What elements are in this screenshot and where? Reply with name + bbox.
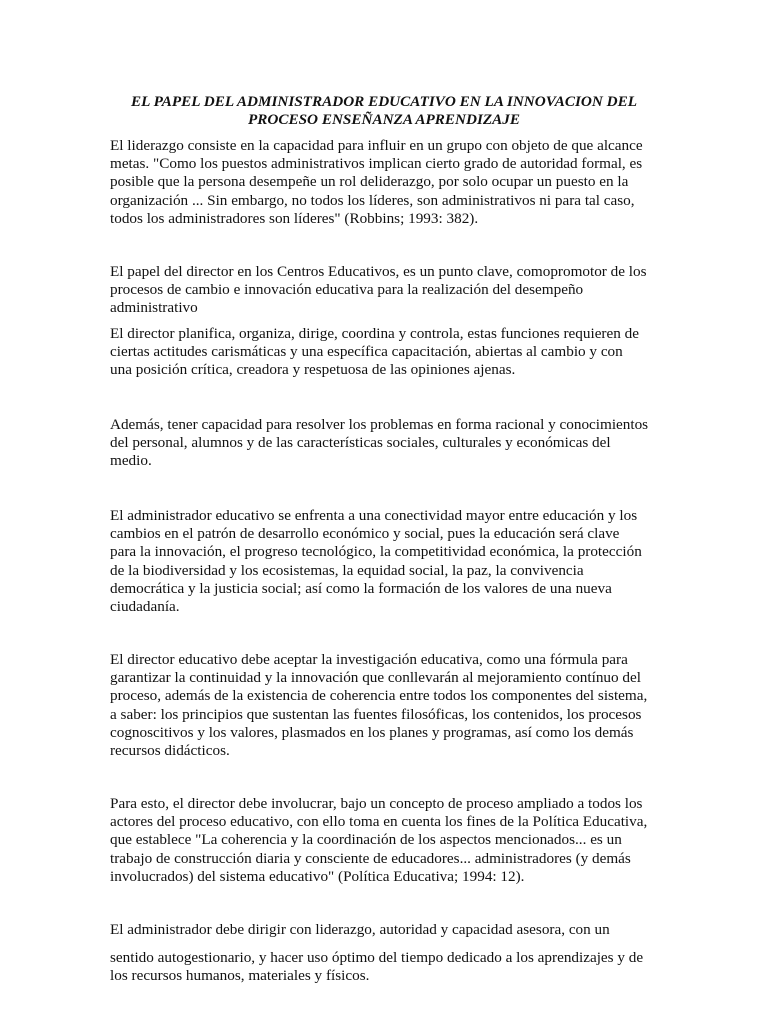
text-line: actores del proceso educativo, con ello toma en cuenta los fines de la Política Educativa, [110, 813, 648, 831]
text-line: garantizar la continuidad y la innovación que conllevarán al mejoramiento contínuo del [110, 669, 641, 687]
paragraph-papel-director [110, 263, 662, 318]
text-line: trabajo de construcción diaria y consciente de educadores... administradores (y demás [110, 849, 631, 867]
text-line: ciudadanía. [110, 598, 180, 616]
text-line: todos los administradores son líderes" (Robbins; 1993: 382). [110, 209, 479, 227]
text-line: Además, tener capacidad para resolver los problemas en forma racional y conocimientos [110, 416, 649, 433]
paragraph-investigacion [110, 651, 662, 760]
text-line: El liderazgo consiste en la capacidad para influir en un grupo con objeto de que alcance [110, 137, 643, 154]
title-line: PROCESO ENSEÑANZA APRENDIZAJE [247, 111, 521, 128]
text-line: proceso, además de la existencia de coherencia entre todos los componentes del sistema, [110, 687, 648, 705]
text-line: cognoscitivos y los valores, plasmados en los planes y programas, así como los demás [110, 723, 634, 741]
text-line: metas. "Como los puestos administrativos implican cierto grado de autoridad formal, es [110, 155, 643, 173]
paragraph-dirigir-liderazgo [110, 921, 662, 939]
text-line: a saber: los principios que sustentan las fuentes filosóficas, los contenidos, los procesos [110, 705, 642, 723]
text-line: para la innovación, el progreso tecnológico, la competitividad económica, la protección [110, 543, 642, 561]
text-line: sentido autogestionario, y hacer uso óptimo del tiempo dedicado a los aprendizajes y de [110, 949, 644, 966]
text-line: los recursos humanos, materiales y físicos. [110, 967, 370, 985]
text-line: Para esto, el director debe involucrar, bajo un concepto de proceso ampliado a todos los [110, 795, 643, 812]
text-line: de la biodiversidad y los ecosistemas, la equidad social, la paz, la convivencia [110, 561, 584, 579]
text-line: organización ... Sin embargo, no todos los líderes, son administrativos ni para tal caso, [110, 191, 635, 209]
text-line: que establece "La coherencia y la coordinación de los aspectos mencionados... es un [110, 831, 622, 849]
paragraph-liderazgo [110, 137, 662, 228]
text-line: El papel del director en los Centros Educativos, es un punto clave, comopromotor de los [110, 263, 647, 280]
text-line: El administrador educativo se enfrenta a una conectividad mayor entre educación y los [110, 507, 638, 524]
text-line: una posición crítica, creadora y respetuosa de las opiniones ajenas. [110, 361, 516, 379]
paragraph-autogestionario [110, 949, 662, 985]
text-line: procesos de cambio e innovación educativa para la realización del desempeño [110, 281, 584, 299]
text-line: posible que la persona desempeñe un rol deliderazgo, por solo ocupar un puesto en la [110, 173, 629, 191]
text-line: El administrador debe dirigir con liderazgo, autoridad y capacidad asesora, con un [110, 921, 610, 938]
text-line: El director planifica, organiza, dirige, coordina y controla, estas funciones requieren de [110, 325, 639, 342]
title-line: EL PAPEL DEL ADMINISTRADOR EDUCATIVO EN LA INNOVACION DEL [130, 93, 638, 110]
paragraph-para-esto [110, 795, 662, 886]
paragraph-ademas [110, 416, 662, 471]
text-line: democrática y la justicia social; así como la formación de los valores de una nueva [110, 579, 612, 597]
text-line: cambios en el patrón de desarrollo económico y social, pues la educación será clave [110, 525, 620, 543]
text-line: ciertas actitudes carismáticas y una específica capacitación, abiertas al cambio y con [110, 343, 623, 361]
paragraph-administrador-conectividad [110, 507, 662, 616]
text-line: medio. [110, 452, 152, 470]
text-line: del personal, alumnos y de las características sociales, culturales y económicas del [110, 434, 611, 452]
text-line: involucrados) del sistema educativo" (Política Educativa; 1994: 12). [110, 867, 525, 885]
text-line: El director educativo debe aceptar la investigación educativa, como una fórmula para [110, 651, 628, 668]
paragraph-director-planifica [110, 325, 662, 380]
text-line: administrativo [110, 299, 198, 317]
text-line: recursos didácticos. [110, 742, 230, 760]
document-title [100, 93, 668, 129]
